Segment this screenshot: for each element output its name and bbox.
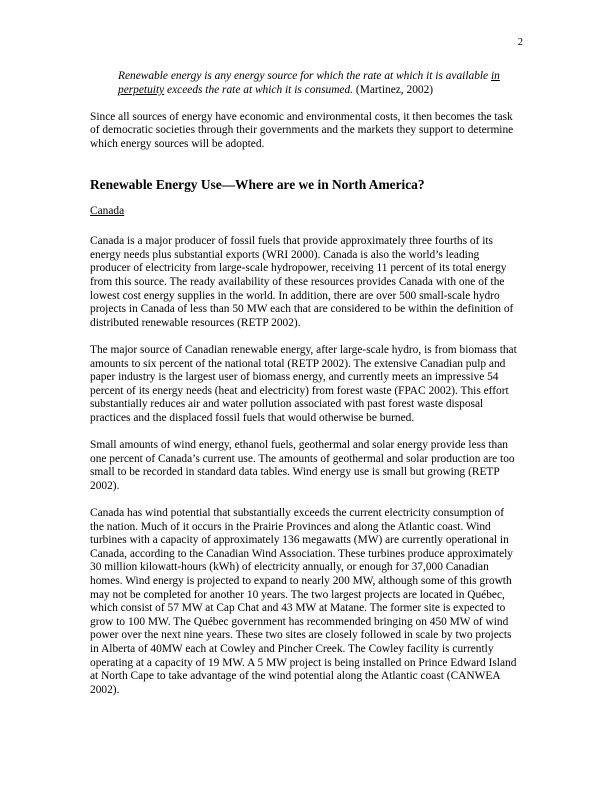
intro-paragraph: Since all sources of energy have economic and environmental costs, it then becomes the task of democratic societies through their governments and the markets they support to determine which energy sources will be adopted. (90, 110, 514, 150)
quote-text-start: Renewable energy is any energy source for which the rate at which it is available (118, 70, 491, 82)
definition-quote (118, 70, 510, 97)
document-body (90, 70, 520, 697)
body-paragraph: The major source of Canadian renewable energy, after large-scale hydro, is from biomass that amounts to six percent of the national total (RETP 2002). The extensive Canadian pulp and paper industry is the largest user of biomass energy, and currently meets an impressive 54 percent of its energy needs (heat and electricity) from forest waste (FPAC 2002). This effort substantially reduces air and water pollution associated with past forest waste disposal practices and the displaced fossil fuels that would otherwise be burned. (90, 343, 517, 424)
quote-text-end: exceeds the rate at which it is consumed. (164, 83, 354, 96)
body-paragraph: Canada has wind potential that substantially exceeds the current electricity consumption of the nation. Much of it occurs in the Prairie Provinces and along the Atlantic coast. Wind turbines with a capacity of approximately 136 megawatts (MW) are currently operational in Canada, according to the Canadian Wind Association. These turbines produce approximately 30 million kilowatt-hours (kWh) of electricity annually, or enough for 37,000 Canadian homes. Wind energy is projected to expand to nearly 200 MW, although some of this growth may not be completed for another 10 years. The two largest projects are located in Québec, which consist of 57 MW at Cap Chat and 43 MW at Matane. The former site is expected to grow to 100 MW. The Québec government has recommended bringing on 450 MW of wind power over the next nine years. These two sites are closely followed in scale by two projects in Alberta of 40MW each at Cowley and Pincher Creek. The Cowley facility is currently operating at a capacity of 19 MW. A 5 MW project is being installed on Prince Edward Island at North Cape to take advantage of the wind potential along the Atlantic coast (CANWEA 2002). (90, 507, 517, 696)
body-paragraph: Small amounts of wind energy, ethanol fuels, geothermal and solar energy provide less than one percent of Canada’s current use. The amounts of geothermal and solar production are too small to be recorded in standard data tables. Wind energy use is small but growing (RETP 2002). (90, 439, 515, 492)
section-heading: Renewable Energy Use—Where are we in North America? (90, 176, 425, 192)
subheading-canada: Canada (90, 204, 125, 217)
quote-underlined-text: in perpetuity (118, 70, 500, 96)
body-paragraph: Canada is a major producer of fossil fuels that provide approximately three fourths of its energy needs plus substantial exports (WRI 2000). Canada is also the world’s leading producer of electricity from large-scale hydropower, receiving 11 percent of its total energy from this source. The ready availability of these resources provides Canada with one of the lowest cost energy supplies in the world. In addition, there are over 500 small-scale hydro projects in Canada of less than 50 MW each that are considered to be within the definition of distributed renewable resources (RETP 2002). (90, 235, 514, 329)
page-number: 2 (517, 37, 523, 48)
quote-citation: (Martinez, 2002) (353, 83, 434, 96)
